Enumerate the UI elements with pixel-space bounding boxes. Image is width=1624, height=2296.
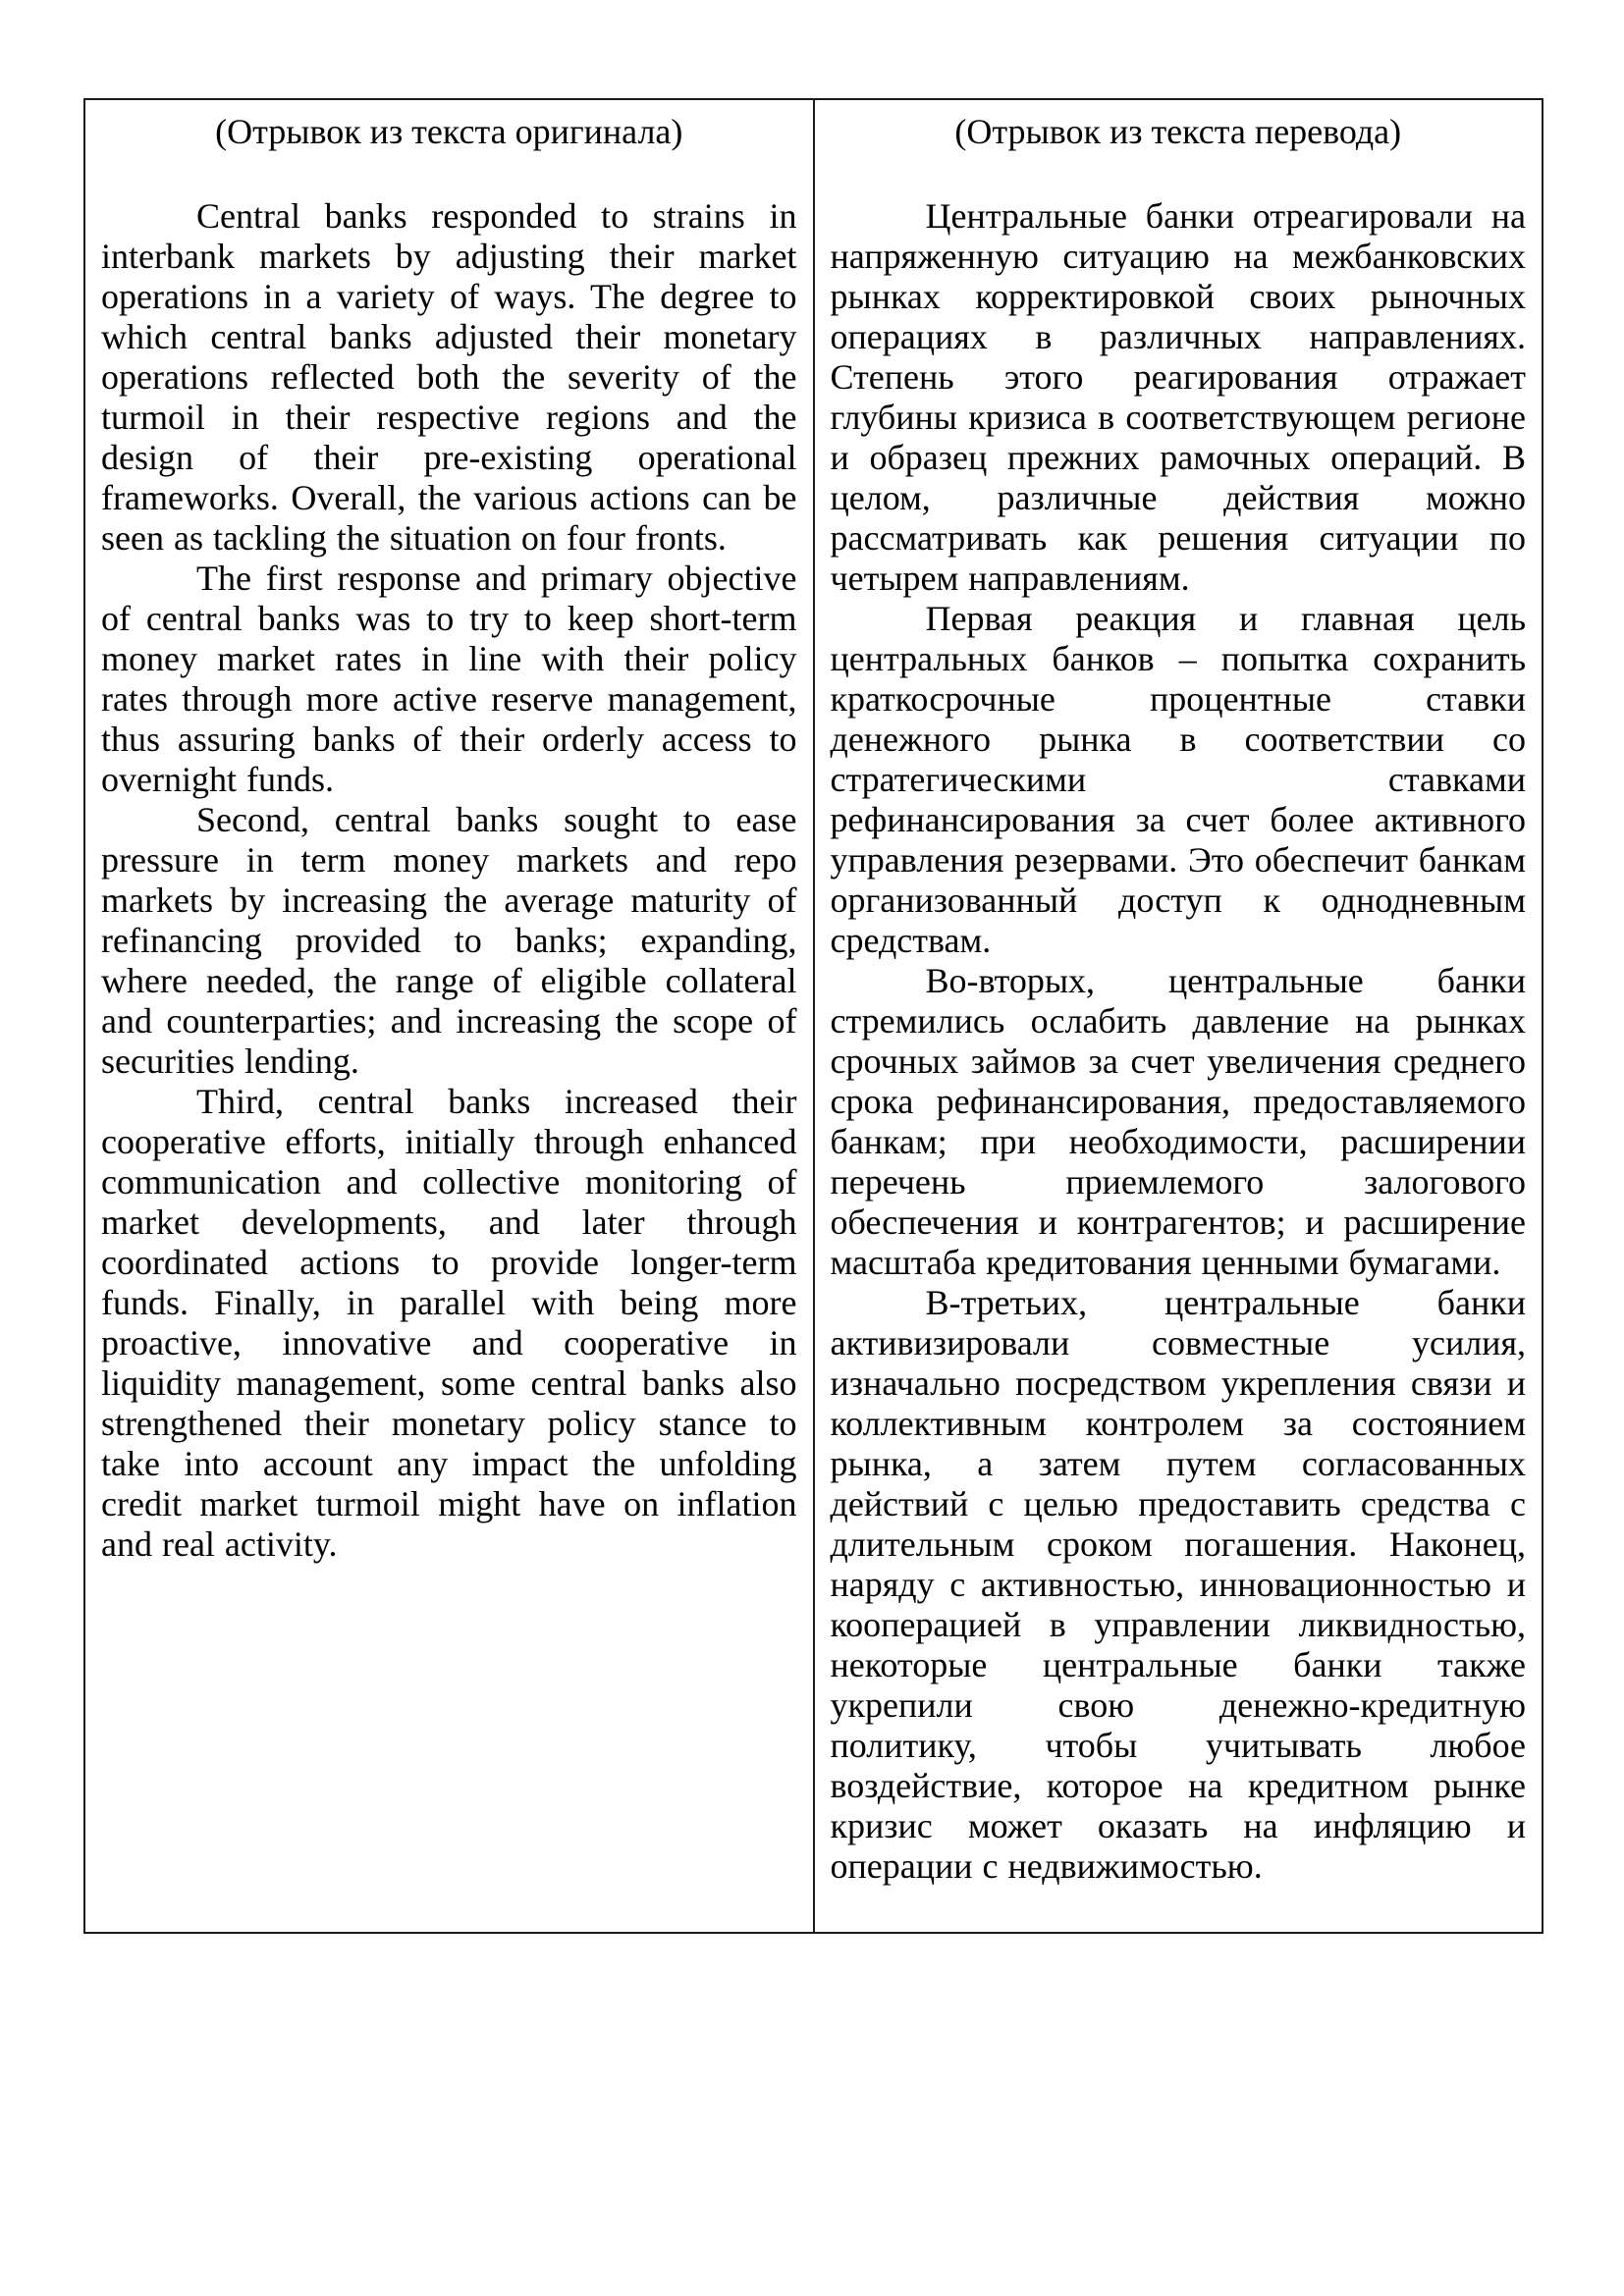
original-paragraph-4: Third, central banks increased their cooperative efforts, initially through enhanced communication and collective monitoring of market developments, and later through coordinated actions to provide longer-term funds. Finally, in parallel with being more proactive, innovative and cooperative in liquidity management, some central banks also strengthened their monetary policy stance to take into account any impact the unfolding credit market turmoil might have on inflation and real activity. <box>101 1082 797 1564</box>
original-text-column <box>84 99 814 1933</box>
original-column-header: (Отрывок из текста оригинала) <box>215 112 683 151</box>
table-row <box>84 99 1543 1933</box>
translation-paragraph-2: Первая реакция и главная цель центральных банков – попытка сохранить краткосрочные процентные ставки денежного рынка в соответствии со стратегическими ставками рефинансирования за счет более активного управления резервами. Это обеспечит банкам организованный доступ к однодневным средствам. <box>830 599 1526 960</box>
translation-comparison-table <box>83 98 1543 1934</box>
translation-column-header: (Отрывок из текста перевода) <box>954 112 1402 151</box>
translation-text-column <box>814 99 1543 1933</box>
original-paragraph-3: Second, central banks sought to ease pressure in term money markets and repo markets by increasing the average maturity of refinancing provided to banks; expanding, where needed, the range of eligible collateral and counterparties; and increasing the scope of securities lending. <box>101 800 797 1081</box>
translation-paragraph-1: Центральные банки отреагировали на напряженную ситуацию на межбанковских рынках корректировкой своих рыночных операциях в различных направлениях. Степень этого реагирования отражает глубины кризиса в соответствующем регионе и образец прежних рамочных операций. В целом, различные действия можно рассматривать как решения ситуации по четырем направлениям. <box>830 196 1526 598</box>
translation-paragraph-3: Во-вторых, центральные банки стремились ослабить давление на рынках срочных займов за счет увеличения среднего срока рефинансирования, предоставляемого банкам; при необходимости, расширении перечень приемлемого залогового обеспечения и контрагентов; и расширение масштаба кредитования ценными бумагами. <box>830 961 1526 1282</box>
original-paragraph-2: The first response and primary objective of central banks was to try to keep short-term money market rates in line with their policy rates through more active reserve management, thus assuring banks of their orderly access to overnight funds. <box>101 559 797 799</box>
original-paragraph-1: Central banks responded to strains in interbank markets by adjusting their market operations in a variety of ways. The degree to which central banks adjusted their monetary operations reflected both the severity of the turmoil in their respective regions and the design of their pre-existing operational frameworks. Overall, the various actions can be seen as tackling the situation on four fronts. <box>101 196 797 558</box>
translation-paragraph-4: В-третьих, центральные банки активизировали совместные усилия, изначально посредством укрепления связи и коллективным контролем за состоянием рынка, а затем путем согласованных действий с целью предоставить средства с длительным сроком погашения. Наконец, наряду с активностью, инновационностью и кооперацией в управлении ликвидностью, некоторые центральные банки также укрепили свою денежно-кредитную политику, чтобы учитывать любое воздействие, которое на кредитном рынке кризис может оказать на инфляцию и операции с недвижимостью. <box>830 1283 1526 1886</box>
